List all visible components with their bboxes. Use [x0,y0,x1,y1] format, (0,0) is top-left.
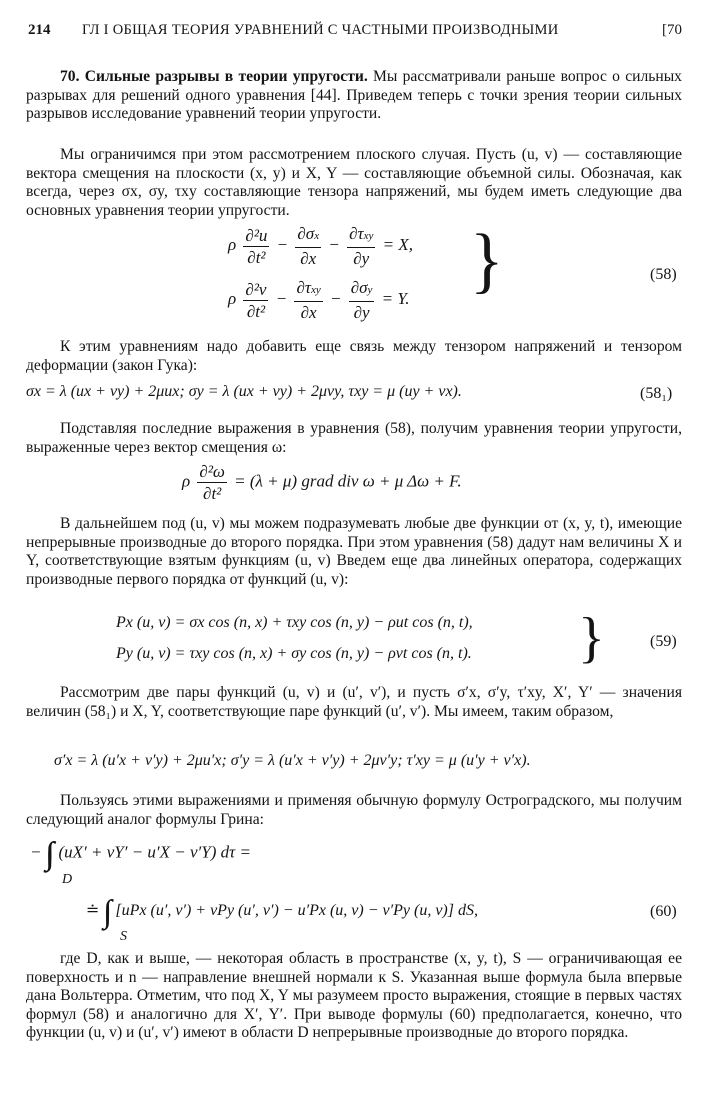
paragraph-5-text: В дальнейшем под (u, v) мы можем подразумевать любые две функции от (x, y, t), имеющие непрерывные производные до второго порядка. При этом уравнения (58) дадут нам величины X и Y, соответствующие взятым функциям (u, v) Введем еще два линейных оператора, содержащих производные первого порядка от функций (u, v): [26,515,682,588]
paragraph-8 [26,950,682,1043]
equation-58-number: (58) [650,266,677,283]
equation-58-1: σx = λ (ux + vy) + 2μux; σy = λ (ux + vy) + 2μvy, τxy = μ (uy + vx). [26,383,462,400]
paragraph-6-text: Рассмотрим две пары функций (u, v) и (u′, v′), и пусть σ′x, σ′y, τ′xy, X′, Y′ — значения величин (58₁) и X, Y, соответствующие паре функций (u′, v′). Мы имеем, таким образом, [26,684,682,720]
equation-59-line-2: Py (u, v) = τxy cos (n, x) + σy cos (n, y) − ρvt cos (n, t). [116,645,472,662]
equation-58-line-2: ρ $\frac{\text{∂²v}}{\text{∂t²}}$ − $\frac{\text{∂τxy}}{\partial x}$ − $\frac{\partial\sigma y}{\partial y}$ = Y. [228,278,410,322]
paragraph-2 [26,146,682,220]
equation-vector-rhs: = (λ + μ) grad div ω + μ Δω + F. [234,471,462,491]
equation-58-rhs-2: = Y. [381,288,410,308]
paragraph-4 [26,420,682,457]
paragraph-7-text: Пользуясь этими выражениями и применяя обычную формулу Остроградского, мы получим следующий аналог формулы Грина: [26,792,682,828]
equation-59-number: (59) [650,633,677,650]
paragraph-5 [26,515,682,589]
paragraph-7 [26,792,682,829]
paragraph-3-text: К этим уравнениям надо добавить еще связь между тензором напряжений и тензором деформации (закон Гука): [26,338,682,374]
paragraph-2-text: Мы ограничимся при этом рассмотрением плоского случая. Пусть (u, v) — составляющие вектора смещения на плоскости (x, y) и X, Y — составляющие объемной силы. Обозначая, как всегда, через σx, σy, τxy составляющие тензора напряжений, мы будем иметь следующие два основных уравнения теории упругости. [26,146,682,219]
equation-60-line-2: ≐ [uPx (u′, v′) + vPy (u′, v′) − u′Px (u, v) − v′Py (u, v)] dS, [86,902,478,920]
page-number: 214 [28,22,51,38]
right-brace: } [470,220,504,301]
equation-59-line-1: Px (u, v) = σx cos (n, x) + τxy cos (n, y) − ρut cos (n, t), [116,614,473,631]
domain-d-label: D [62,872,73,887]
equation-60-line-1: − (uX′ + vY′ − u′X − v′Y) dτ = [30,842,251,862]
equation-60-number: (60) [650,903,677,920]
paragraph-3 [26,338,682,375]
section-title: 70. Сильные разрывы в теории упругости. [60,68,368,85]
section-intro-text: Мы рассматривали раньше вопрос о сильных разрывах для решений одного уравнения [44]. Приведем теперь с точки зрения теории сильных разрывов исследование уравнений теории упругости. [26,68,682,123]
equation-primed-hooke: σ′x = λ (u′x + v′y) + 2μu′x; σ′y = λ (u′x + v′y) + 2μv′y; τ′xy = μ (u′y + v′x). [54,752,531,769]
running-title: ГЛ I ОБЩАЯ ТЕОРИЯ УРАВНЕНИЙ С ЧАСТНЫМИ ПРОИЗВОДНЫМИ [82,22,559,38]
surface-s-label: S [120,929,127,944]
equation-60-lhs: (uX′ + vY′ − u′X − v′Y) dτ = [58,842,251,862]
equation-58-1-number: (58₁) [640,385,673,402]
section-number: [70 [662,22,682,38]
paragraph-8-text: где D, как и выше, — некоторая область в пространстве (x, y, t), S — ограничивающая ее поверхность и n — направление внешней нормали к S. Указанная выше формула была впервые дана Вольтерра. Отметим, что под X, Y мы разумеем просто выражения, стоящие в первых частях формул (58) и аналогично для X′, Y′. При выводе формулы (60) предполагается, конечно, что функции (u, v) и (u′, v′) имеют в области D непрерывные производные до второго порядка. [26,950,682,1042]
section-intro-paragraph [26,68,682,124]
paragraph-4-text: Подставляя последние выражения в уравнения (58), получим уравнения теории упругости, выраженные через вектор смещения ω: [26,420,682,456]
right-brace: } [578,607,605,669]
equation-60-rhs: [uPx (u′, v′) + vPy (u′, v′) − u′Px (u, v) − v′Py (u, v)] dS, [115,902,478,920]
paragraph-6 [26,684,682,721]
equation-58-line-1: ρ $\frac{\text{∂²u}}{\text{∂t²}}$ − $\frac{\partial\sigma x}{\partial x}$ − $\frac{\text{∂τxy}}{\partial y}$ = X, [228,224,413,268]
equation-58-rhs-1: = X, [382,234,413,254]
equation-vector-form: ρ $\frac{\text{∂²ω}}{\text{∂t²}}$ = (λ + μ) grad div ω + μ Δω + F. [182,462,462,503]
